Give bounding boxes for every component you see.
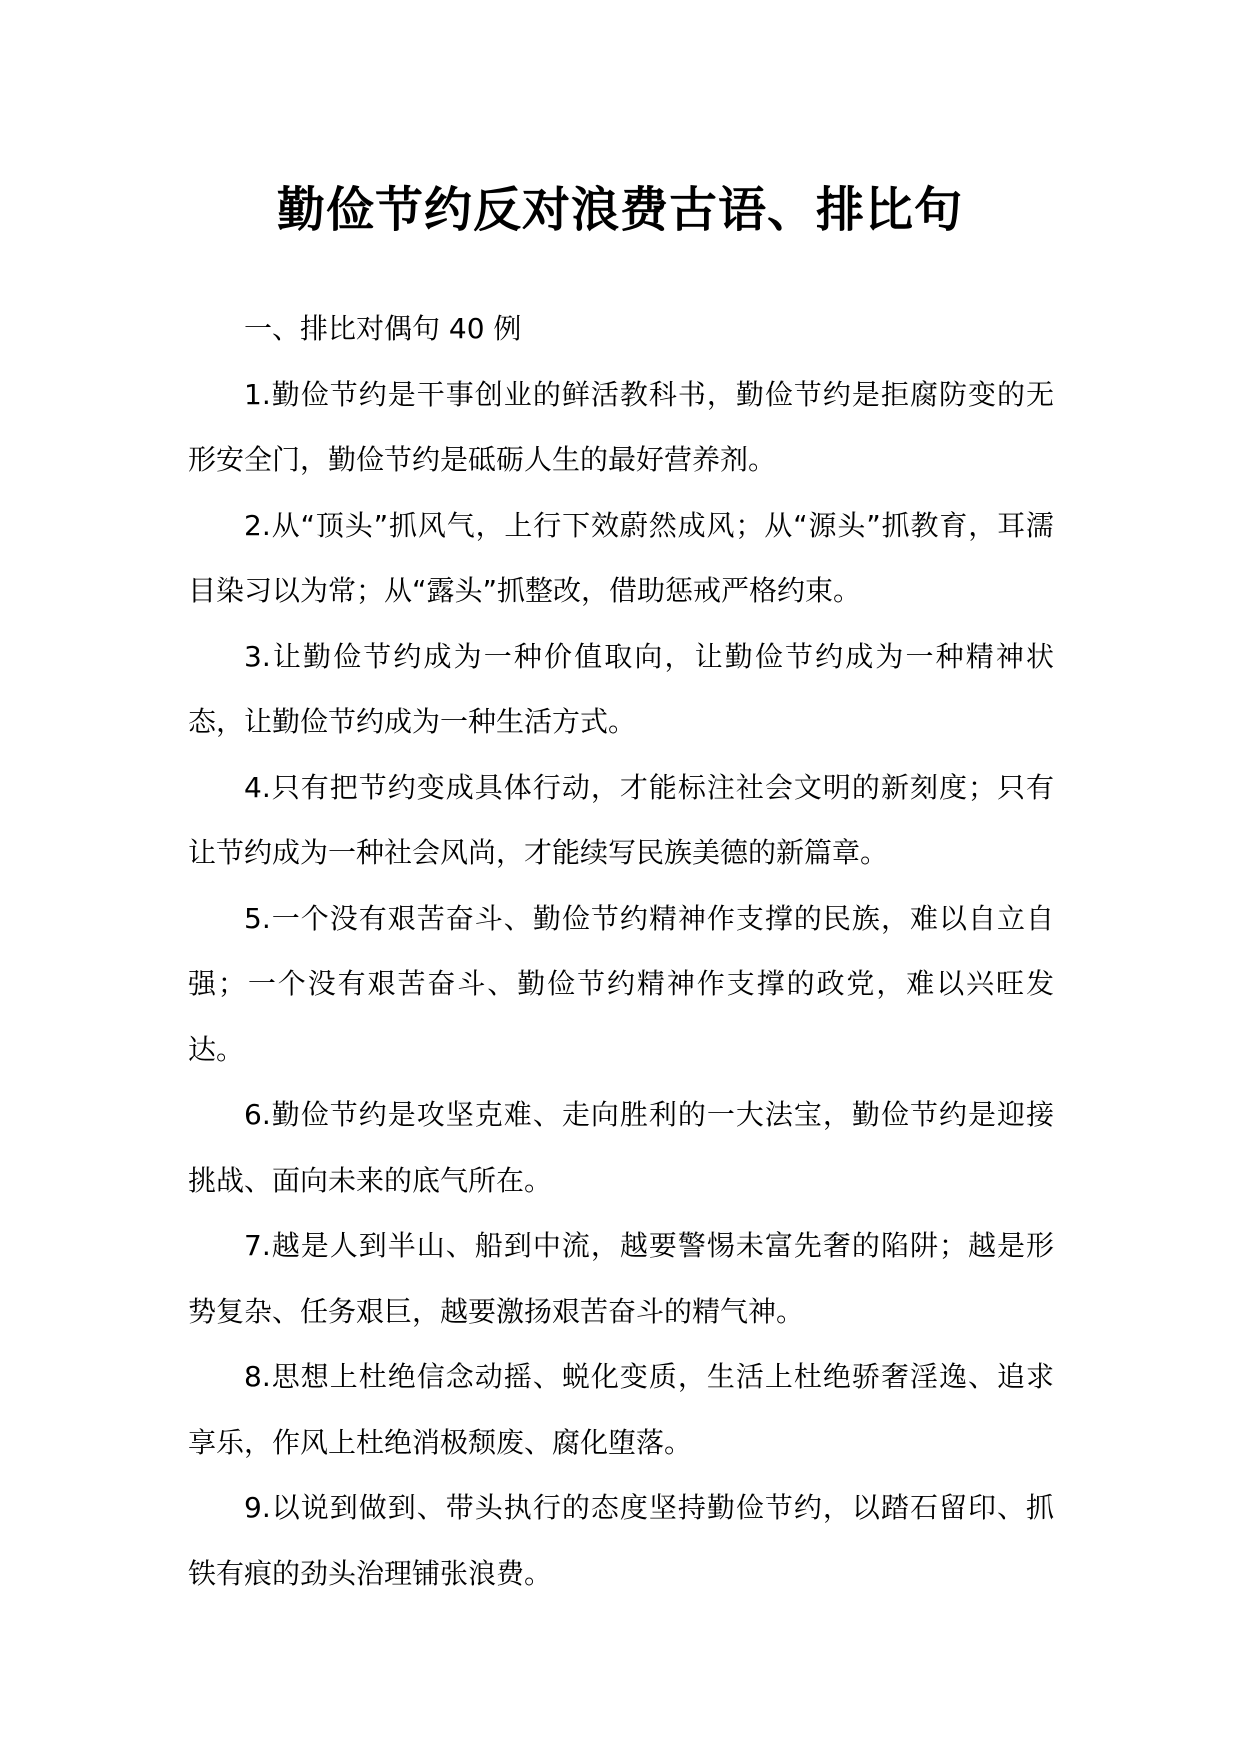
document-body [188,296,1054,1606]
document-title: 勤俭节约反对浪费古语、排比句 [276,182,963,238]
section-heading: 一、排比对偶句 40 例 [244,312,522,345]
paragraph-4: 4.只有把节约变成具体行动，才能标注社会文明的新刻度；只有让节约成为一种社会风尚，才能续写民族美德的新篇章。 [188,770,1054,869]
paragraph-1: 1.勤俭节约是干事创业的鲜活教科书，勤俭节约是拒腐防变的无形安全门，勤俭节约是砥砺人生的最好营养剂。 [188,377,1054,476]
paragraph-9: 9.以说到做到、带头执行的态度坚持勤俭节约，以踏石留印、抓铁有痕的劲头治理铺张浪费。 [188,1491,1054,1590]
paragraph-3: 3.让勤俭节约成为一种价值取向，让勤俭节约成为一种精神状态，让勤俭节约成为一种生活方式。 [188,639,1054,738]
paragraph-8: 8.思想上杜绝信念动摇、蜕化变质，生活上杜绝骄奢淫逸、追求享乐，作风上杜绝消极颓废、腐化堕落。 [188,1360,1054,1459]
paragraph-7: 7.越是人到半山、船到中流，越要警惕未富先奢的陷阱；越是形势复杂、任务艰巨，越要激扬艰苦奋斗的精气神。 [188,1229,1054,1328]
paragraph-6: 6.勤俭节约是攻坚克难、走向胜利的一大法宝，勤俭节约是迎接挑战、面向未来的底气所在。 [188,1098,1054,1197]
paragraph-2: 2.从“顶头”抓风气，上行下效蔚然成风；从“源头”抓教育，耳濡目染习以为常；从“露头”抓整改，借助惩戒严格约束。 [188,508,1054,607]
paragraph-5: 5.一个没有艰苦奋斗、勤俭节约精神作支撑的民族，难以自立自强；一个没有艰苦奋斗、勤俭节约精神作支撑的政党，难以兴旺发达。 [188,901,1054,1066]
